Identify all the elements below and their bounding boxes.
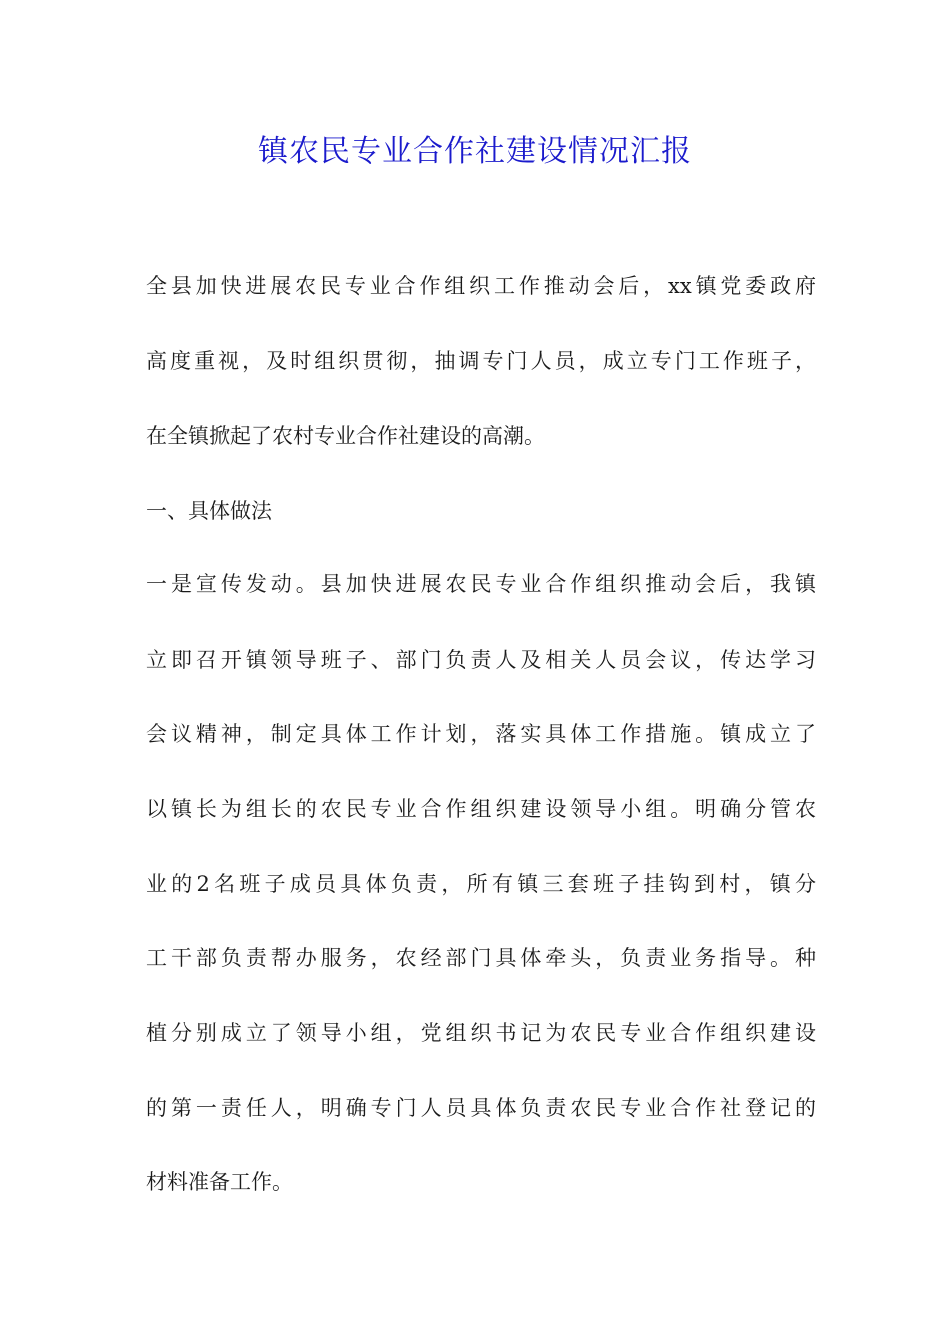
paragraph-1-line-1: 全县加快进展农民专业合作组织工作推动会后，xx镇党委政府 — [146, 274, 816, 298]
paragraph-2-line-1: 一是宣传发动。县加快进展农民专业合作组织推动会后，我镇 — [146, 572, 816, 596]
paragraph-2-line-3: 会议精神，制定具体工作计划，落实具体工作措施。镇成立了 — [146, 722, 816, 746]
paragraph-1-line-3: 在全镇掀起了农村专业合作社建设的高潮。 — [146, 424, 545, 448]
paragraph-2-line-7: 植分别成立了领导小组，党组织书记为农民专业合作组织建设 — [146, 1021, 816, 1045]
paragraph-2-line-2: 立即召开镇领导班子、部门负责人及相关人员会议，传达学习 — [146, 648, 816, 672]
document-title: 镇农民专业合作社建设情况汇报 — [258, 134, 692, 169]
paragraph-2-line-9: 材料准备工作。 — [146, 1170, 293, 1194]
paragraph-1-line-2: 高度重视，及时组织贯彻，抽调专门人员，成立专门工作班子， — [146, 349, 816, 373]
paragraph-2-line-4: 以镇长为组长的农民专业合作组织建设领导小组。明确分管农 — [146, 797, 816, 821]
paragraph-2-line-6: 工干部负责帮办服务，农经部门具体牵头，负责业务指导。种 — [146, 946, 816, 970]
section-heading: 一、具体做法 — [146, 499, 272, 523]
paragraph-2-line-8: 的第一责任人，明确专门人员具体负责农民专业合作社登记的 — [146, 1096, 816, 1120]
paragraph-2-line-5: 业的2名班子成员具体负责，所有镇三套班子挂钩到村，镇分 — [146, 872, 816, 896]
